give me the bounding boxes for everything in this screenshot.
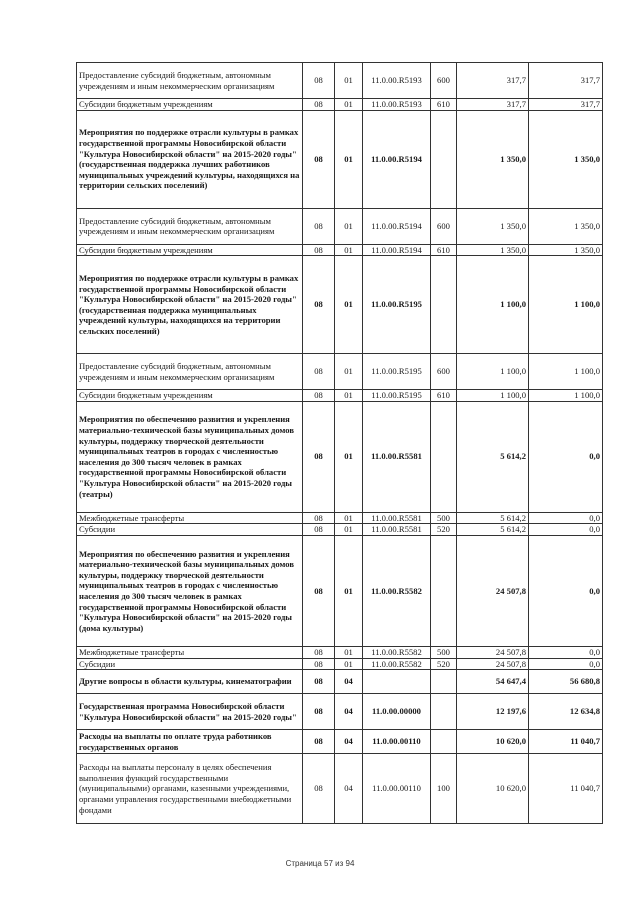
row-vr [431, 110, 457, 208]
row-rz: 08 [303, 401, 335, 512]
row-rz: 08 [303, 754, 335, 824]
table-row [77, 524, 603, 536]
row-csr: 11.0.00.R5195 [363, 390, 431, 402]
table-row [77, 658, 603, 670]
row-vr [431, 256, 457, 354]
row-rz: 08 [303, 244, 335, 256]
row-pr: 01 [335, 646, 363, 658]
row-csr [363, 670, 431, 694]
row-name: Субсидии бюджетным учреждениям [77, 390, 303, 402]
row-pr: 04 [335, 754, 363, 824]
table-row [77, 256, 603, 354]
row-name: Субсидии бюджетным учреждениям [77, 244, 303, 256]
row-pr: 01 [335, 208, 363, 244]
row-sum-1: 10 620,0 [457, 730, 529, 754]
table-row [77, 694, 603, 730]
row-vr: 600 [431, 63, 457, 99]
row-sum-2: 1 100,0 [529, 256, 603, 354]
row-vr: 520 [431, 524, 457, 536]
row-rz: 08 [303, 99, 335, 111]
row-name: Предоставление субсидий бюджетным, автономным учреждениям и иным некоммерческим организациям [77, 208, 303, 244]
row-vr: 100 [431, 754, 457, 824]
row-csr: 11.0.00.R5582 [363, 535, 431, 646]
table-row [77, 401, 603, 512]
row-sum-2: 1 350,0 [529, 110, 603, 208]
row-sum-1: 24 507,8 [457, 658, 529, 670]
row-vr: 610 [431, 99, 457, 111]
row-sum-1: 10 620,0 [457, 754, 529, 824]
row-rz: 08 [303, 670, 335, 694]
row-sum-2: 56 680,8 [529, 670, 603, 694]
row-sum-1: 317,7 [457, 99, 529, 111]
row-sum-2: 0,0 [529, 646, 603, 658]
row-sum-2: 317,7 [529, 63, 603, 99]
row-pr: 01 [335, 99, 363, 111]
row-pr: 01 [335, 512, 363, 524]
row-sum-2: 11 040,7 [529, 754, 603, 824]
row-pr: 01 [335, 110, 363, 208]
row-name: Расходы на выплаты персоналу в целях обеспечения выполнения функций государственными (муниципальными) органами, казенными учреждениями, органами управления государственными внебюджетными фондами [77, 754, 303, 824]
row-csr: 11.0.00.R5582 [363, 658, 431, 670]
row-csr: 11.0.00.R5581 [363, 512, 431, 524]
row-sum-1: 54 647,4 [457, 670, 529, 694]
row-name: Межбюджетные трансферты [77, 646, 303, 658]
row-csr: 11.0.00.R5582 [363, 646, 431, 658]
row-sum-1: 1 100,0 [457, 390, 529, 402]
table-row [77, 754, 603, 824]
row-csr: 11.0.00.R5194 [363, 110, 431, 208]
row-vr: 610 [431, 244, 457, 256]
row-sum-1: 24 507,8 [457, 646, 529, 658]
row-rz: 08 [303, 354, 335, 390]
row-name: Субсидии [77, 524, 303, 536]
row-vr: 500 [431, 646, 457, 658]
row-csr: 11.0.00.00000 [363, 694, 431, 730]
row-csr: 11.0.00.R5195 [363, 354, 431, 390]
row-sum-1: 1 350,0 [457, 244, 529, 256]
table-row [77, 535, 603, 646]
row-sum-1: 24 507,8 [457, 535, 529, 646]
row-sum-2: 0,0 [529, 658, 603, 670]
row-pr: 01 [335, 244, 363, 256]
row-vr [431, 730, 457, 754]
table-row [77, 646, 603, 658]
row-sum-1: 5 614,2 [457, 512, 529, 524]
row-pr: 01 [335, 354, 363, 390]
row-sum-2: 317,7 [529, 99, 603, 111]
row-vr: 600 [431, 354, 457, 390]
row-sum-2: 12 634,8 [529, 694, 603, 730]
row-rz: 08 [303, 658, 335, 670]
row-csr: 11.0.00.R5581 [363, 524, 431, 536]
row-vr [431, 670, 457, 694]
row-vr [431, 401, 457, 512]
row-pr: 01 [335, 535, 363, 646]
row-rz: 08 [303, 730, 335, 754]
page-footer: Страница 57 из 94 [285, 859, 355, 868]
row-rz: 08 [303, 646, 335, 658]
row-name: Мероприятия по обеспечению развития и укрепления материально-технической базы муниципальных домов культуры, поддержку творческой деятельности муниципальных театров в городах с численностью населения до 300 тысяч человек в рамках государственной программы Новосибирской области "Культура Новосибирской области" на 2015-2020 годы (дома культуры) [77, 535, 303, 646]
row-name: Мероприятия по поддержке отрасли культуры в рамках государственной программы Новосибирской области "Культура Новосибирской области" на 2015-2020 годы" (государственная поддержка лучших работников муниципальных учреждений культуры, находящихся на территории сельских поселений) [77, 110, 303, 208]
row-rz: 08 [303, 524, 335, 536]
row-pr: 01 [335, 658, 363, 670]
row-name: Мероприятия по поддержке отрасли культуры в рамках государственной программы Новосибирской области "Культура Новосибирской области" на 2015-2020 годы" (государственная поддержка муниципальных учреждений культуры, находящихся на территории сельских поселений) [77, 256, 303, 354]
row-name: Межбюджетные трансферты [77, 512, 303, 524]
row-vr: 500 [431, 512, 457, 524]
row-csr: 11.0.00.R5194 [363, 208, 431, 244]
row-pr: 01 [335, 390, 363, 402]
row-csr: 11.0.00.R5195 [363, 256, 431, 354]
row-name: Субсидии [77, 658, 303, 670]
row-sum-2: 1 350,0 [529, 208, 603, 244]
row-rz: 08 [303, 63, 335, 99]
row-csr: 11.0.00.R5193 [363, 63, 431, 99]
row-sum-2: 11 040,7 [529, 730, 603, 754]
row-vr: 600 [431, 208, 457, 244]
row-pr: 04 [335, 670, 363, 694]
row-name: Субсидии бюджетным учреждениям [77, 99, 303, 111]
row-rz: 08 [303, 256, 335, 354]
table-row [77, 244, 603, 256]
table-row [77, 110, 603, 208]
table-row [77, 99, 603, 111]
row-sum-1: 1 350,0 [457, 110, 529, 208]
row-sum-1: 1 350,0 [457, 208, 529, 244]
row-name: Предоставление субсидий бюджетным, автономным учреждениям и иным некоммерческим организациям [77, 63, 303, 99]
row-rz: 08 [303, 110, 335, 208]
table-row [77, 512, 603, 524]
row-sum-2: 1 100,0 [529, 390, 603, 402]
row-sum-1: 317,7 [457, 63, 529, 99]
row-sum-2: 0,0 [529, 535, 603, 646]
row-sum-1: 12 197,6 [457, 694, 529, 730]
row-pr: 04 [335, 694, 363, 730]
row-vr [431, 694, 457, 730]
row-csr: 11.0.00.00110 [363, 730, 431, 754]
row-vr [431, 535, 457, 646]
row-pr: 04 [335, 730, 363, 754]
row-pr: 01 [335, 256, 363, 354]
row-sum-1: 1 100,0 [457, 354, 529, 390]
table-row [77, 670, 603, 694]
row-rz: 08 [303, 512, 335, 524]
row-sum-2: 0,0 [529, 524, 603, 536]
row-sum-1: 1 100,0 [457, 256, 529, 354]
table-row [77, 354, 603, 390]
budget-table [76, 62, 603, 824]
row-csr: 11.0.00.R5193 [363, 99, 431, 111]
row-csr: 11.0.00.R5194 [363, 244, 431, 256]
row-name: Мероприятия по обеспечению развития и укрепления материально-технической базы муниципальных домов культуры, поддержку творческой деятельности муниципальных театров в городах с численностью населения до 300 тысяч человек в рамках государственной программы Новосибирской области "Культура Новосибирской области" на 2015-2020 годы (театры) [77, 401, 303, 512]
row-sum-2: 1 100,0 [529, 354, 603, 390]
row-sum-1: 5 614,2 [457, 524, 529, 536]
row-rz: 08 [303, 390, 335, 402]
row-rz: 08 [303, 208, 335, 244]
table-row [77, 390, 603, 402]
row-pr: 01 [335, 524, 363, 536]
row-sum-1: 5 614,2 [457, 401, 529, 512]
row-csr: 11.0.00.00110 [363, 754, 431, 824]
row-vr: 610 [431, 390, 457, 402]
table-row [77, 63, 603, 99]
row-name: Другие вопросы в области культуры, кинематографии [77, 670, 303, 694]
row-sum-2: 0,0 [529, 401, 603, 512]
row-rz: 08 [303, 535, 335, 646]
row-csr: 11.0.00.R5581 [363, 401, 431, 512]
row-name: Предоставление субсидий бюджетным, автономным учреждениям и иным некоммерческим организациям [77, 354, 303, 390]
table-row [77, 730, 603, 754]
row-pr: 01 [335, 401, 363, 512]
row-vr: 520 [431, 658, 457, 670]
row-sum-2: 0,0 [529, 512, 603, 524]
table-row [77, 208, 603, 244]
row-sum-2: 1 350,0 [529, 244, 603, 256]
row-name: Государственная программа Новосибирской области "Культура Новосибирской области" на 2015-2020 годы" [77, 694, 303, 730]
row-pr: 01 [335, 63, 363, 99]
row-name: Расходы на выплаты по оплате труда работников государственных органов [77, 730, 303, 754]
row-rz: 08 [303, 694, 335, 730]
